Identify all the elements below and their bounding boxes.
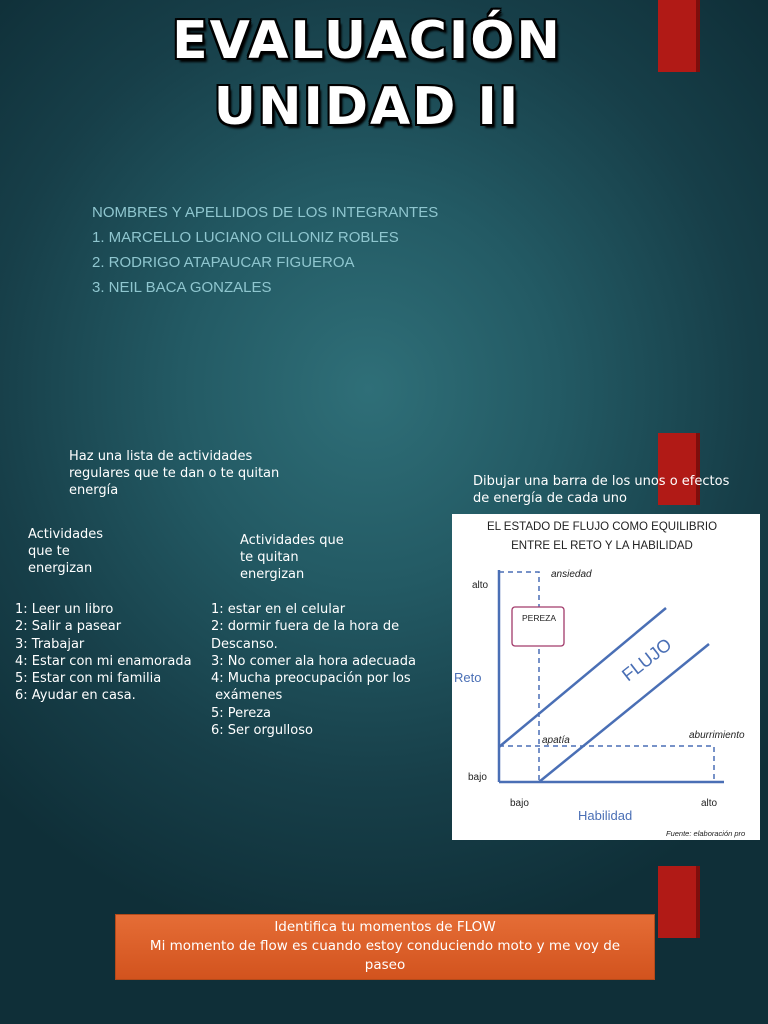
flow-label: FLUJO	[618, 634, 676, 686]
flow-moment-title: Identifica tu momentos de FLOW	[274, 919, 496, 935]
y-high-label: alto	[472, 580, 489, 591]
flow-diagram-svg	[452, 514, 760, 840]
members-heading: NOMBRES Y APELLIDOS DE LOS INTEGRANTES	[92, 204, 439, 221]
list-item: 3: No comer ala hora adecuada	[211, 653, 416, 669]
source-note: Fuente: elaboración pro	[666, 829, 746, 838]
drain-header-line: Actividades que	[240, 533, 344, 548]
list-item: 1: Leer un libro	[15, 602, 114, 617]
list-item: Descanso.	[211, 636, 278, 652]
y-axis-label: Reto	[454, 670, 482, 685]
list-item: 5: Pereza	[211, 705, 272, 721]
y-low-label: bajo	[468, 772, 487, 783]
activities-instruction	[69, 448, 279, 499]
page-title-line1: EVALUACIÓN	[172, 11, 562, 71]
list-item: 2: dormir fuera de la hora de	[211, 619, 400, 635]
drain-list	[211, 601, 416, 739]
list-item: 4: Estar con mi enamorada	[15, 653, 192, 669]
diagram-title-line1: EL ESTADO DE FLUJO COMO EQUILIBRIO	[486, 521, 718, 533]
draw-instruction-line: Dibujar una barra de los unos o efectos	[473, 474, 730, 489]
list-item: 6: Ayudar en casa.	[15, 688, 136, 704]
energize-list	[15, 601, 192, 705]
flow-diagram	[452, 514, 760, 840]
instruction-line: regulares que te dan o te quitan	[69, 466, 280, 481]
x-low-label: bajo	[510, 798, 529, 809]
list-item: 1: estar en el celular	[211, 602, 346, 617]
laziness-label: PEREZA	[522, 613, 557, 623]
member-item: 1. MARCELLO LUCIANO CILLONIZ ROBLES	[92, 229, 399, 246]
instruction-line: Haz una lista de actividades	[69, 449, 253, 464]
list-item: 4: Mucha preocupación por los	[211, 671, 411, 687]
list-item: 6: Ser orgulloso	[211, 723, 313, 739]
x-high-label: alto	[701, 798, 718, 809]
boredom-label: aburrimiento	[689, 730, 745, 741]
list-item: 3: Trabajar	[15, 636, 85, 652]
instruction-line: energía	[69, 483, 119, 498]
members-list	[92, 200, 438, 300]
list-item: 2: Salir a pasear	[15, 619, 122, 635]
diagram-title-line2: ENTRE EL RETO Y LA HABILIDAD	[511, 540, 693, 552]
list-item: 5: Estar con mi familia	[15, 671, 162, 687]
energize-header-line: energizan	[28, 561, 93, 576]
apathy-label: apatía	[542, 735, 570, 746]
decor-red-bar-bottom	[658, 866, 700, 938]
flow-moment-text: Mi momento de flow es cuando estoy conduciendo moto y me voy de	[149, 938, 621, 954]
drain-header-line: energizan	[240, 567, 305, 582]
energize-header-line: que te	[28, 544, 70, 559]
drain-header-line: te quitan	[240, 550, 299, 565]
list-item: exámenes	[211, 688, 283, 704]
anxiety-guide	[499, 572, 539, 782]
page-title-line2: UNIDAD II	[213, 77, 521, 137]
energize-header	[28, 526, 103, 577]
energize-header-line: Actividades	[28, 527, 104, 542]
draw-instruction	[473, 473, 729, 507]
draw-instruction-line: de energía de cada uno	[473, 491, 627, 506]
anxiety-label: ansiedad	[551, 569, 592, 580]
x-axis-label: Habilidad	[578, 808, 633, 823]
member-item: 3. NEIL BACA GONZALES	[92, 279, 272, 296]
drain-header	[240, 532, 344, 583]
flow-moment-text-cont: paseo	[364, 957, 406, 973]
member-item: 2. RODRIGO ATAPAUCAR FIGUEROA	[92, 254, 355, 271]
boredom-guide	[499, 746, 714, 782]
flow-moment-box	[115, 914, 655, 980]
